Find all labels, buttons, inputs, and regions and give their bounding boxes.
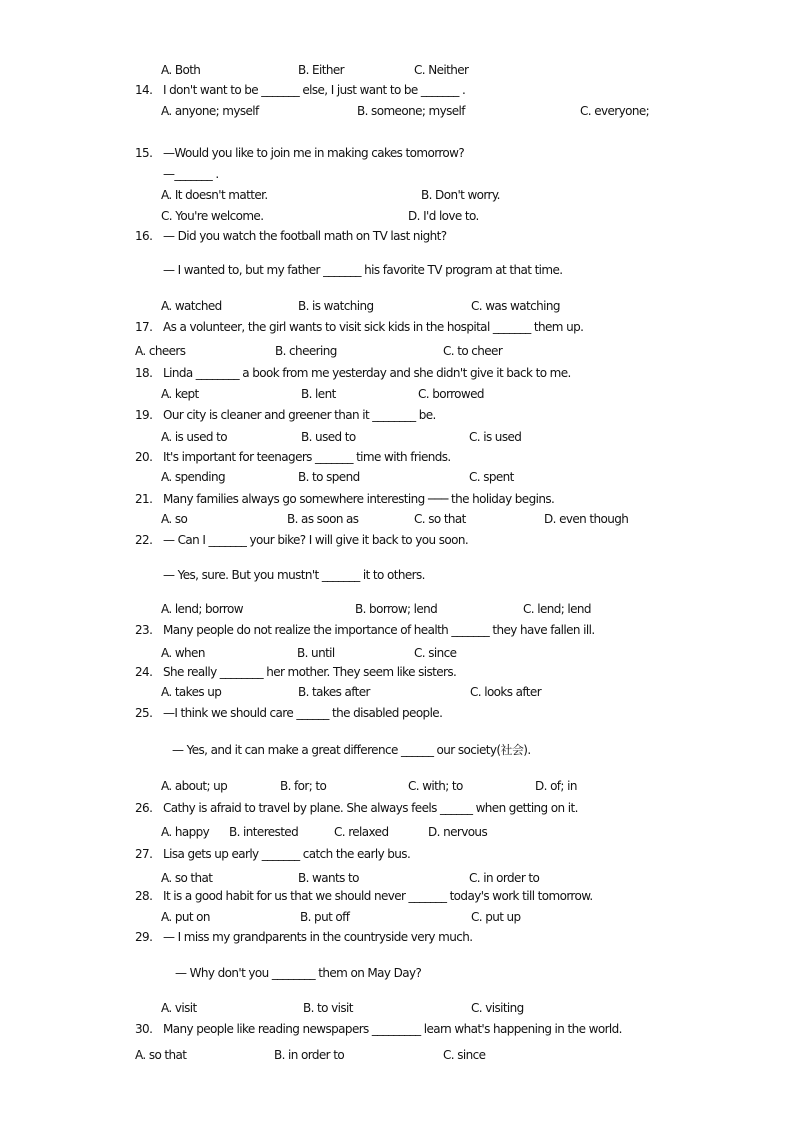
answer-option: A. about; up (161, 779, 228, 793)
answer-option: A. kept (161, 387, 199, 401)
question-text: —Would you like to join me in making cakes tomorrow? (163, 146, 465, 160)
answer-option: C. lend; lend (523, 602, 591, 616)
question-text: Linda ________ a book from me yesterday and she didn't give it back to me. (163, 366, 571, 380)
question-text: — Did you watch the football math on TV last night? (163, 229, 447, 243)
answer-option: B. until (297, 646, 335, 660)
question-number: 24. (135, 665, 153, 679)
question-text: — Can I _______ your bike? I will give it back to you soon. (163, 533, 469, 547)
question-text: It's important for teenagers _______ time with friends. (163, 450, 451, 464)
answer-option: C. visiting (471, 1001, 524, 1015)
question-number: 19. (135, 408, 153, 422)
answer-option: B. takes after (298, 685, 370, 699)
answer-option: C. looks after (470, 685, 542, 699)
answer-option: C. since (414, 646, 457, 660)
answer-option: B. to visit (303, 1001, 353, 1015)
answer-option: C. with; to (408, 779, 463, 793)
answer-option: C. relaxed (334, 825, 389, 839)
answer-option: A. anyone; myself (161, 104, 259, 118)
dialogue-line: —_______ . (163, 167, 219, 181)
question-number: 23. (135, 623, 153, 637)
answer-option: A. cheers (135, 344, 186, 358)
answer-option: B. to spend (298, 470, 360, 484)
answer-option: B. cheering (275, 344, 337, 358)
answer-option: B. in order to (274, 1048, 345, 1062)
answer-option: B. Don't worry. (421, 188, 500, 202)
answer-option: B. lent (301, 387, 336, 401)
question-number: 25. (135, 706, 153, 720)
answer-option: B. someone; myself (357, 104, 465, 118)
answer-option: A. It doesn't matter. (161, 188, 268, 202)
answer-option: C. is used (469, 430, 522, 444)
question-number: 22. (135, 533, 153, 547)
answer-option: C. put up (471, 910, 521, 924)
answer-option: A. Both (161, 63, 201, 77)
answer-option: A. when (161, 646, 205, 660)
question-number: 16. (135, 229, 153, 243)
answer-option: C. everyone; (580, 104, 650, 118)
answer-option: D. I'd love to. (408, 209, 479, 223)
question-text: Many families always go somewhere interesting ─── the holiday begins. (163, 492, 555, 506)
question-number: 30. (135, 1022, 153, 1036)
question-number: 27. (135, 847, 153, 861)
answer-option: C. since (443, 1048, 486, 1062)
question-text: I don't want to be _______ else, I just want to be _______ . (163, 83, 466, 97)
question-text: It is a good habit for us that we should never _______ today's work till tomorrow. (163, 889, 593, 903)
question-number: 29. (135, 930, 153, 944)
question-number: 15. (135, 146, 153, 160)
question-number: 26. (135, 801, 153, 815)
dialogue-line: — Yes, sure. But you mustn't _______ it to others. (163, 568, 425, 582)
question-text: Many people do not realize the importance of health _______ they have fallen ill. (163, 623, 595, 637)
dialogue-line: — Yes, and it can make a great difference ______ our society(社会). (172, 743, 531, 757)
answer-option: A. is used to (161, 430, 227, 444)
answer-option: B. interested (229, 825, 299, 839)
answer-option: A. lend; borrow (161, 602, 243, 616)
answer-option: C. Neither (414, 63, 469, 77)
dialogue-line: — Why don't you ________ them on May Day? (175, 966, 422, 980)
answer-option: C. in order to (469, 871, 540, 885)
answer-option: B. put off (300, 910, 350, 924)
answer-option: B. used to (301, 430, 356, 444)
question-number: 21. (135, 492, 153, 506)
answer-option: D. of; in (535, 779, 577, 793)
answer-option: B. wants to (298, 871, 359, 885)
answer-option: A. visit (161, 1001, 197, 1015)
answer-option: A. spending (161, 470, 226, 484)
question-text: Our city is cleaner and greener than it ________ be. (163, 408, 436, 422)
question-text: She really ________ her mother. They seem like sisters. (163, 665, 457, 679)
question-number: 17. (135, 320, 153, 334)
answer-option: A. takes up (161, 685, 222, 699)
question-number: 20. (135, 450, 153, 464)
question-number: 28. (135, 889, 153, 903)
answer-option: C. so that (414, 512, 466, 526)
answer-option: B. is watching (298, 299, 374, 313)
question-text: Cathy is afraid to travel by plane. She always feels ______ when getting on it. (163, 801, 578, 815)
question-text: — I miss my grandparents in the countryside very much. (163, 930, 473, 944)
answer-option: C. You're welcome. (161, 209, 264, 223)
answer-option: D. even though (544, 512, 629, 526)
question-text: As a volunteer, the girl wants to visit sick kids in the hospital _______ them up. (163, 320, 584, 334)
answer-option: B. borrow; lend (355, 602, 438, 616)
answer-option: A. so that (135, 1048, 187, 1062)
question-number: 14. (135, 83, 153, 97)
answer-option: A. happy (161, 825, 210, 839)
answer-option: B. Either (298, 63, 345, 77)
answer-option: A. put on (161, 910, 210, 924)
question-number: 18. (135, 366, 153, 380)
question-text: Many people like reading newspapers _________ learn what's happening in the world. (163, 1022, 622, 1036)
answer-option: A. so that (161, 871, 213, 885)
answer-option: C. spent (469, 470, 514, 484)
question-text: —I think we should care ______ the disabled people. (163, 706, 443, 720)
answer-option: B. for; to (280, 779, 327, 793)
answer-option: A. so (161, 512, 188, 526)
answer-option: B. as soon as (287, 512, 359, 526)
question-text: Lisa gets up early _______ catch the early bus. (163, 847, 411, 861)
answer-option: C. borrowed (418, 387, 484, 401)
answer-option: D. nervous (428, 825, 488, 839)
answer-option: C. to cheer (443, 344, 503, 358)
answer-option: A. watched (161, 299, 222, 313)
answer-option: C. was watching (471, 299, 560, 313)
dialogue-line: — I wanted to, but my father _______ his favorite TV program at that time. (163, 263, 563, 277)
